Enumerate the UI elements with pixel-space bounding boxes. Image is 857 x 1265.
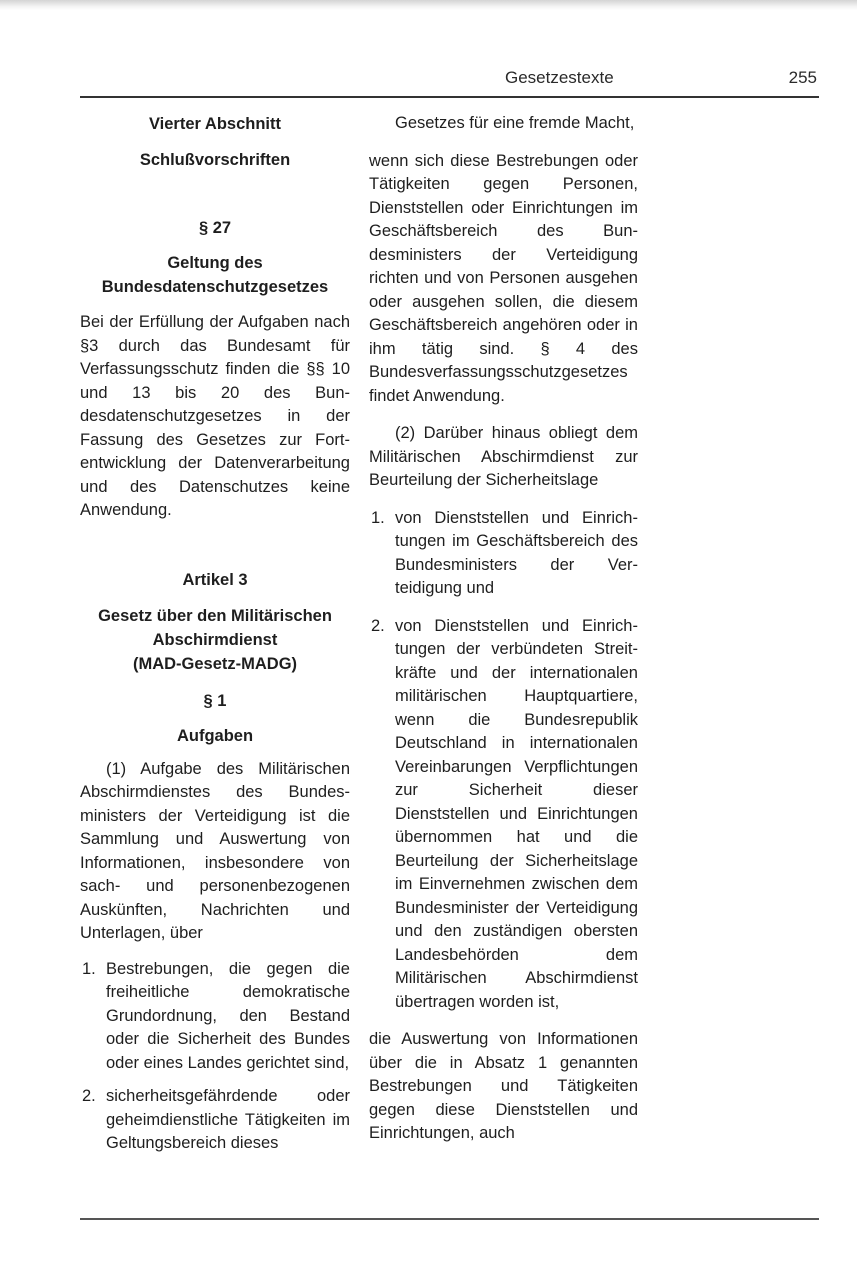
list-item-number: 1. <box>82 959 96 978</box>
text-after-list: wenn sich diese Bestrebungen oder Tätigkeiten gegen Personen, Dienststellen oder Einrichtungen im Geschäftsbereich des Bundesministers der Verteidigung richten und von Personen ausgehen oder ausgehen sollen, die diesem Geschäftsbereich angehören oder in ihm tätig sind. § 4 des Bundesverfassungsschutzgesetzes findet Anwendung. <box>369 151 638 405</box>
running-title: Gesetzestexte <box>505 68 614 87</box>
list-item <box>80 1085 350 1156</box>
list-item-text: von Dienststellen und Einrichtungen der verbündeten Streitkräfte und der internationalen militärischen Hauptquartiere, wenn die Bundesrepublik Deutschland in internationalen Vereinbarungen Verpflichtungen zur Sicherheit dieser Dienststellen und Einrichtungen übernommen hat und die Beurteilung der Sicherheitslage im Einvernehmen zwischen dem Bundesminister der Verteidigung und den zuständigen obersten Landesbehörden dem Militärischen Abschirmdienst übertragen worden ist, <box>395 616 638 1011</box>
paragraph-number: § 1 <box>203 691 227 710</box>
paragraph-2-text: (2) Darüber hinaus obliegt dem Militärischen Abschirmdienst zur Beurteilung der Sicherheitslage <box>369 424 638 489</box>
list-item <box>369 615 638 1015</box>
page-number: 255 <box>788 68 817 87</box>
part-title: Schlußvorschriften <box>139 151 291 169</box>
article-title: Gesetz über den Militärischen Abschirmdienst <box>98 606 332 649</box>
list-item-number: 2. <box>371 616 385 635</box>
section-text: Bei der Erfüllung der Aufgaben nach §3 durch das Bundesamt für Verfassungsschutz finden die §§ 10 und 13 bis 20 des Bundesdatenschutzgesetzes in der Fassung des Gesetzes zur Fortentwicklung der Datenverarbeitung und des Datenschutzes keine Anwendung. <box>80 313 350 519</box>
paragraph-title: Aufgaben <box>176 726 254 745</box>
section-number: § 27 <box>198 219 232 237</box>
list-item <box>369 507 638 601</box>
header-rule <box>80 96 819 98</box>
list-item-number: 1. <box>371 508 385 527</box>
article-short-title: (MAD-Gesetz-MADG) <box>132 654 298 673</box>
list-item <box>80 958 350 1076</box>
page-header <box>80 68 819 94</box>
article-heading: Artikel 3 <box>182 570 248 589</box>
list-item-continuation: Gesetzes für eine fremde Macht, <box>395 114 635 132</box>
list-item-text: sicherheitsgefährdende oder geheimdienstliche Tätigkeiten im Geltungsbereich dieses <box>106 1087 350 1152</box>
list-item-number: 2. <box>82 1087 96 1105</box>
section-title: Geltung des Bundesdatenschutzgesetzes <box>101 254 329 296</box>
left-column <box>80 108 350 1156</box>
closing-text: die Auswertung von Informationen über die in Absatz 1 genannten Bestrebungen und Tätigkeiten gegen diese Dienststellen und Einrichtungen, auch <box>369 1030 638 1142</box>
paragraph-1-text: (1) Aufgabe des Militärischen Abschirmdienstes des Bundesministers der Verteidigung ist die Sammlung und Auswertung von Informationen, insbesondere von sach- und personenbezogenen Auskünften, Nachrichten und Unterlagen, über <box>80 759 350 942</box>
footer-rule <box>80 1218 819 1220</box>
right-column <box>369 108 638 1146</box>
scan-edge-shadow <box>0 0 857 10</box>
list-item-text: Bestrebungen, die gegen die freiheitliche demokratische Grundordnung, den Bestand oder die Sicherheit des Bundes oder eines Landes gerichtet sind, <box>106 959 350 1072</box>
list-item-text: von Dienststellen und Einrichtungen im Geschäftsbereich des Bundesministers der Verteidigung und <box>395 508 638 597</box>
part-heading: Vierter Abschnitt <box>148 115 282 133</box>
